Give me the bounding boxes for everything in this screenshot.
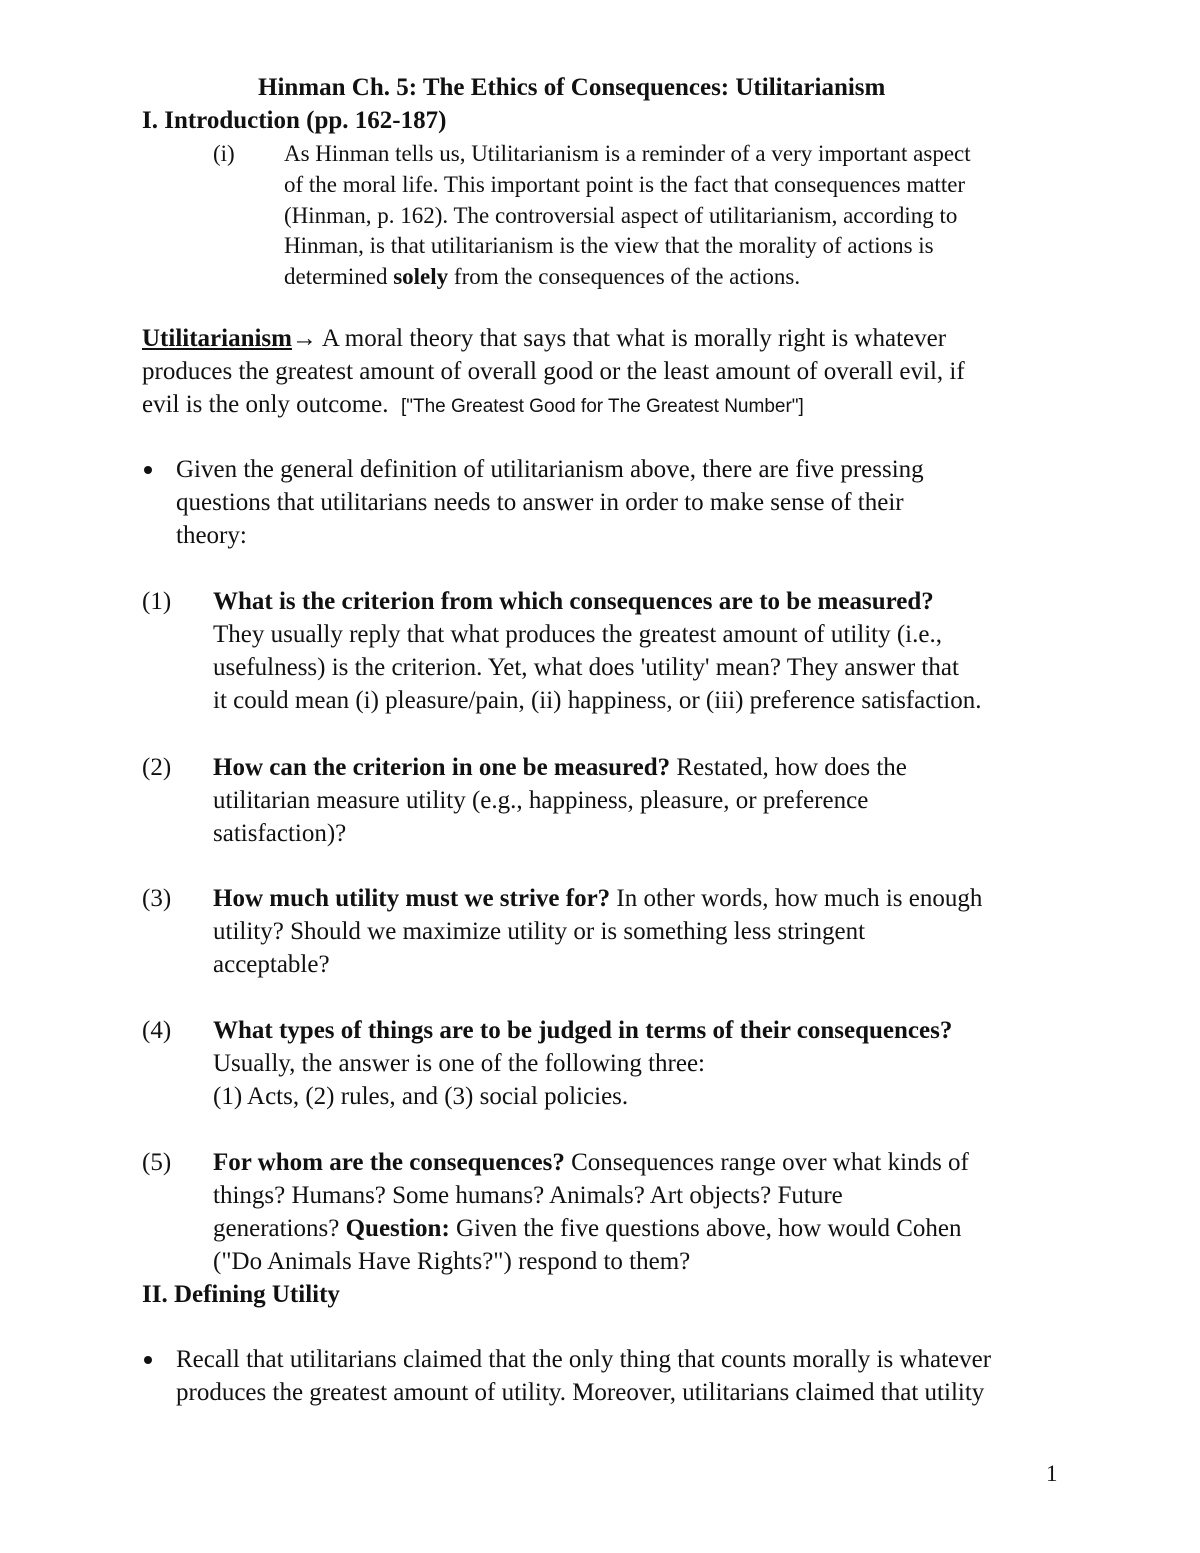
question-4-line-1: What types of things are to be judged in terms of their consequences? (213, 1017, 953, 1044)
arrow-icon: → (292, 325, 317, 352)
definition-line-2: produces the greatest amount of overall good or the least amount of overall evil, if (142, 358, 965, 385)
question-2-number: (2) (142, 754, 172, 781)
question-3-line-1: How much utility must we strive for? In other words, how much is enough (213, 885, 983, 912)
question-4-number: (4) (142, 1017, 172, 1044)
intro-line-4: Hinman, is that utilitarianism is the view that the morality of actions is (284, 233, 934, 258)
question-3-line-3: acceptable? (213, 951, 330, 978)
intro-line-2: of the moral life. This important point is the fact that consequences matter (284, 172, 966, 197)
section-1-marker: (i) (213, 141, 235, 166)
bullet-1-line-1: Given the general definition of utilitarianism above, there are five pressing (176, 456, 924, 483)
question-4-line-2: Usually, the answer is one of the following three: (213, 1050, 706, 1077)
question-5-number: (5) (142, 1149, 172, 1176)
section-2-bullet-line-2: produces the greatest amount of utility. Moreover, utilitarians claimed that utility (176, 1379, 985, 1406)
greatest-good-quote: ["The Greatest Good for The Greatest Number"] (400, 396, 804, 417)
question-5-line-1: For whom are the consequences? Consequences range over what kinds of (213, 1149, 969, 1176)
question-1-line-2: They usually reply that what produces the greatest amount of utility (i.e., (213, 621, 942, 648)
question-4-line-3: (1) Acts, (2) rules, and (3) social policies. (213, 1083, 629, 1110)
page-number: 1 (1046, 1461, 1058, 1486)
question-2-line-1: How can the criterion in one be measured? Restated, how does the (213, 754, 907, 781)
question-3-number: (3) (142, 885, 172, 912)
definition-line-3: evil is the only outcome. ["The Greatest Good for The Greatest Number"] (142, 391, 804, 418)
bullet-icon (144, 466, 152, 474)
definition-line-1: Utilitarianism→ A moral theory that says that what is morally right is whatever (142, 325, 947, 352)
section-1-heading: I. Introduction (pp. 162-187) (142, 107, 447, 134)
question-1-number: (1) (142, 588, 172, 615)
question-3-line-2: utility? Should we maximize utility or is something less stringent (213, 918, 866, 945)
question-2-line-3: satisfaction)? (213, 820, 347, 847)
document-title: Hinman Ch. 5: The Ethics of Consequences: Utilitarianism (258, 74, 886, 101)
question-1-line-4: it could mean (i) pleasure/pain, (ii) happiness, or (iii) preference satisfaction. (213, 687, 982, 714)
bullet-icon (144, 1356, 152, 1364)
question-5-line-4: ("Do Animals Have Rights?") respond to them? (213, 1248, 691, 1275)
question-2-line-2: utilitarian measure utility (e.g., happiness, pleasure, or preference (213, 787, 869, 814)
intro-line-5: determined solely from the consequences of the actions. (284, 264, 801, 289)
question-label: Question: (345, 1215, 450, 1242)
question-1-line-1: What is the criterion from which consequences are to be measured? (213, 588, 934, 615)
bullet-1-line-3: theory: (176, 522, 247, 549)
bullet-1-line-2: questions that utilitarians needs to answer in order to make sense of their (176, 489, 904, 516)
solely-emphasis: solely (393, 264, 449, 289)
intro-line-3: (Hinman, p. 162). The controversial aspect of utilitarianism, according to (284, 203, 958, 228)
question-1-line-3: usefulness) is the criterion. Yet, what does 'utility' mean? They answer that (213, 654, 959, 681)
intro-line-1: As Hinman tells us, Utilitarianism is a reminder of a very important aspect (284, 141, 971, 166)
question-5-line-2: things? Humans? Some humans? Animals? Art objects? Future (213, 1182, 843, 1209)
utilitarianism-term: Utilitarianism (142, 325, 292, 352)
question-5-line-3: generations? Question: Given the five questions above, how would Cohen (213, 1215, 962, 1242)
section-2-bullet-line-1: Recall that utilitarians claimed that the only thing that counts morally is whatever (176, 1346, 992, 1373)
section-2-heading: II. Defining Utility (142, 1281, 340, 1308)
